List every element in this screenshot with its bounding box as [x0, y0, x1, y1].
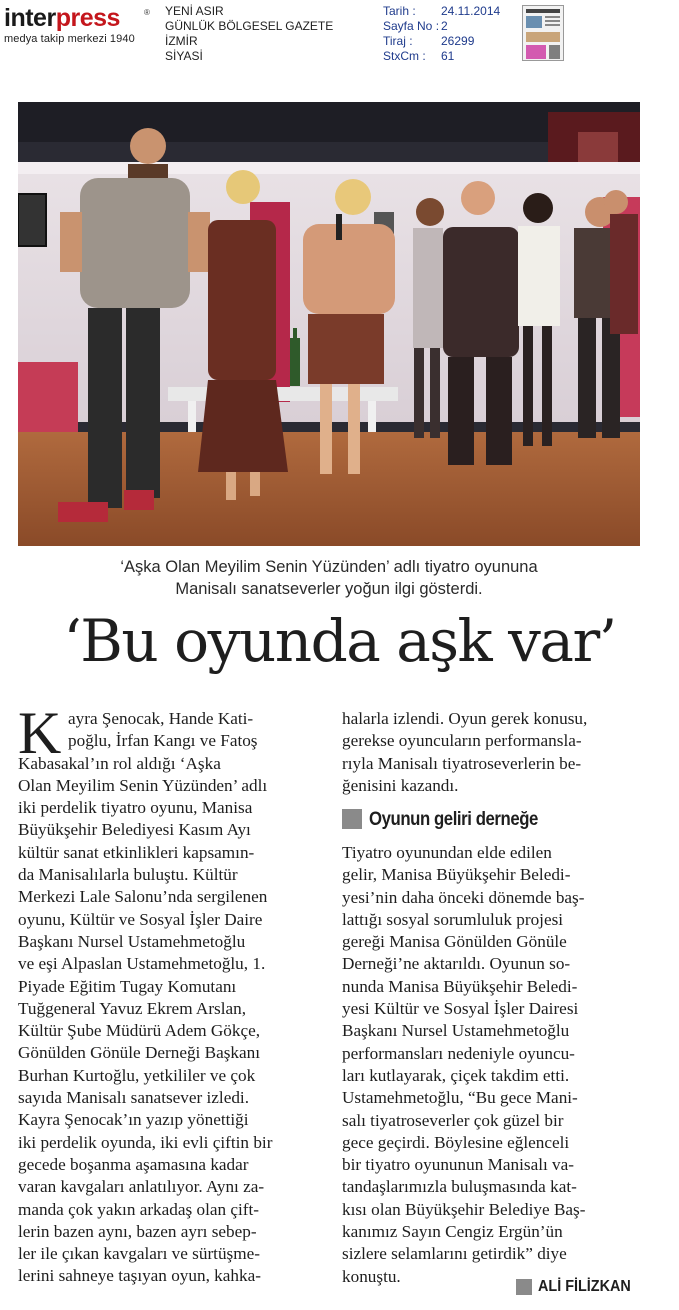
article-line: Başkanı Nursel Ustamehmetoğlu — [18, 931, 246, 951]
article-line: gerekse oyuncuların performansla- — [342, 731, 582, 751]
article-line: salı tiyatroseverler çok güzel bir — [342, 1110, 564, 1130]
interpress-logo — [4, 4, 152, 48]
article-line: iki perdelik oyunda, iki evli çiftin bir — [18, 1132, 273, 1152]
article-line: da Manisalılarla buluştu. Kültür — [18, 865, 238, 885]
article-line: Başkanı Nursel Ustamehmetoğlu — [342, 1021, 570, 1041]
article-line: ayra Şenocak, Hande Kati- — [68, 709, 254, 728]
article-line: Kabasakal’ın rol aldığı ‘Aşka — [18, 753, 221, 773]
article-line: Merkezi Lale Salonu’nda sergilenen — [18, 887, 268, 907]
clipping-meta — [383, 4, 500, 64]
publication-city: İZMİR — [165, 34, 198, 48]
article-line: Gönülden Gönüle Derneği Başkanı — [18, 1043, 261, 1063]
publication-category: SİYASİ — [165, 49, 203, 63]
article-line: lerini sahneye taşıyan oyun, kahka- — [18, 1266, 261, 1286]
subheading — [342, 806, 565, 832]
article-line: rıyla Manisalı tiyatroseverlerin be- — [342, 753, 582, 773]
headline: ‘Bu oyunda aşk var’ — [63, 607, 616, 675]
article-line: yesi’nin daha önceki dönemde baş- — [342, 887, 585, 907]
drop-cap: K — [18, 700, 62, 766]
article-line: Ustamehmetoğlu, “Bu gece Mani- — [342, 1088, 578, 1108]
caption-line: ‘Aşka Olan Meyilim Senin Yüzünden’ adlı tiyatro oyununa — [120, 558, 538, 576]
article-line: Kayra Şenocak’ın yazıp yönettiği — [18, 1110, 249, 1130]
meta-circulation: Tiraj : 26299 — [383, 34, 475, 48]
article-line: iki perdelik tiyatro oyunu, Manisa — [18, 798, 253, 818]
page-thumbnail[interactable] — [522, 5, 564, 61]
article-line: gecede boşanma aşamasına kadar — [18, 1154, 249, 1174]
article-line: Tuğgeneral Yavuz Ekrem Arslan, — [18, 998, 247, 1018]
article-line: Piyade Eğitim Tugay Komutanı — [18, 976, 237, 996]
article-line: kısı olan Büyükşehir Belediye Baş- — [342, 1199, 586, 1219]
article-left-column — [18, 700, 324, 1288]
article-right-column-bottom — [342, 842, 642, 1288]
meta-page: Sayfa No : 2 — [383, 19, 448, 33]
article-line: oyunu, Kültür ve Sosyal İşler Daire — [18, 909, 263, 929]
article-line: Burhan Kurtoğlu, yetkililer ve çok — [18, 1065, 256, 1085]
byline — [516, 1276, 641, 1298]
article-line: halarla izlendi. Oyun gerek konusu, — [342, 709, 588, 728]
article-line: kanımız Sayın Cengiz Ergün’ün — [342, 1222, 563, 1242]
article-line: Tiyatro oyunundan elde edilen — [342, 843, 552, 862]
stage-photo-illustration — [18, 102, 640, 546]
logo-wordmark: interpress — [4, 4, 120, 32]
article-line: lattığı sosyal sorumluluk projesi — [342, 909, 564, 929]
subheading-text: Oyunun geliri derneğe — [369, 807, 538, 830]
publication-name: YENİ ASIR — [165, 4, 224, 18]
article-line: konuştu. — [342, 1266, 401, 1286]
meta-date: Tarih : 24.11.2014 — [383, 4, 501, 18]
article-line: kültür sanat etkinlikleri kapsamın- — [18, 842, 255, 862]
photo-caption — [18, 556, 640, 600]
article-line: varan kavgaları anlatılıyor. Aynı za- — [18, 1177, 265, 1197]
meta-stxcm: StxCm : 61 — [383, 49, 455, 63]
article-line: gelir, Manisa Büyükşehir Beledi- — [342, 865, 571, 885]
article-line: sayıda Manisalı sanatsever izledi. — [18, 1088, 249, 1108]
article-line: manda çok yakın arkadaş olan çift- — [18, 1199, 260, 1219]
article-line: performansları nedeniyle oyuncu- — [342, 1043, 575, 1063]
article-line: ğenisini kazandı. — [342, 775, 459, 795]
caption-line: Manisalı sanatseverler yoğun ilgi gösterdi. — [175, 580, 483, 598]
article-line: gece geçirdi. Böylesine eğlenceli — [342, 1132, 570, 1152]
publication-type: GÜNLÜK BÖLGESEL GAZETE — [165, 19, 334, 33]
article-line: tandaşlarımızla buluşmasında kat- — [342, 1177, 577, 1197]
article-line: Kültür Şube Müdürü Adem Gökçe, — [18, 1021, 261, 1041]
logo-tagline: medya takip merkezi 1940 — [4, 33, 135, 45]
article-line: yesi Kültür ve Sosyal İşler Dairesi — [342, 999, 579, 1019]
byline-author: ALİ FİLİZKAN — [538, 1278, 631, 1295]
article-line: Derneği’ne aktarıldı. Oyunun so- — [342, 954, 571, 974]
stage-photo — [18, 102, 640, 546]
article-line: bir tiyatro oyununun Manisalı va- — [342, 1155, 574, 1175]
article-line: ve eşi Alpaslan Ustamehmetoğlu, 1. — [18, 954, 266, 974]
article-line: Olan Meyilim Senin Yüzünden’ adlı — [18, 775, 268, 795]
logo-registered-mark: ® — [144, 8, 150, 17]
article-line: gereği Manisa Gönülden Gönüle — [342, 932, 567, 952]
article-line: nunda Manisa Büyükşehir Beledi- — [342, 976, 578, 996]
byline-square-icon — [516, 1279, 532, 1295]
publication-info — [165, 4, 333, 64]
article-line: ler ile çıkan kavgaları ve sürtüşme- — [18, 1244, 260, 1264]
subheading-square-icon — [342, 809, 362, 829]
article-line: lerin bazen aynı, bazen ayrı sebep- — [18, 1221, 257, 1241]
article-line: poğlu, İrfan Kangı ve Fatoş — [68, 731, 258, 751]
article-line: ları kutlayarak, çiçek takdim etti. — [342, 1065, 570, 1085]
article-line: Büyükşehir Belediyesi Kasım Ayı — [18, 820, 251, 840]
article-right-column-top — [342, 708, 642, 797]
article-line: sizlere selamlarını getirdik” diye — [342, 1244, 567, 1264]
